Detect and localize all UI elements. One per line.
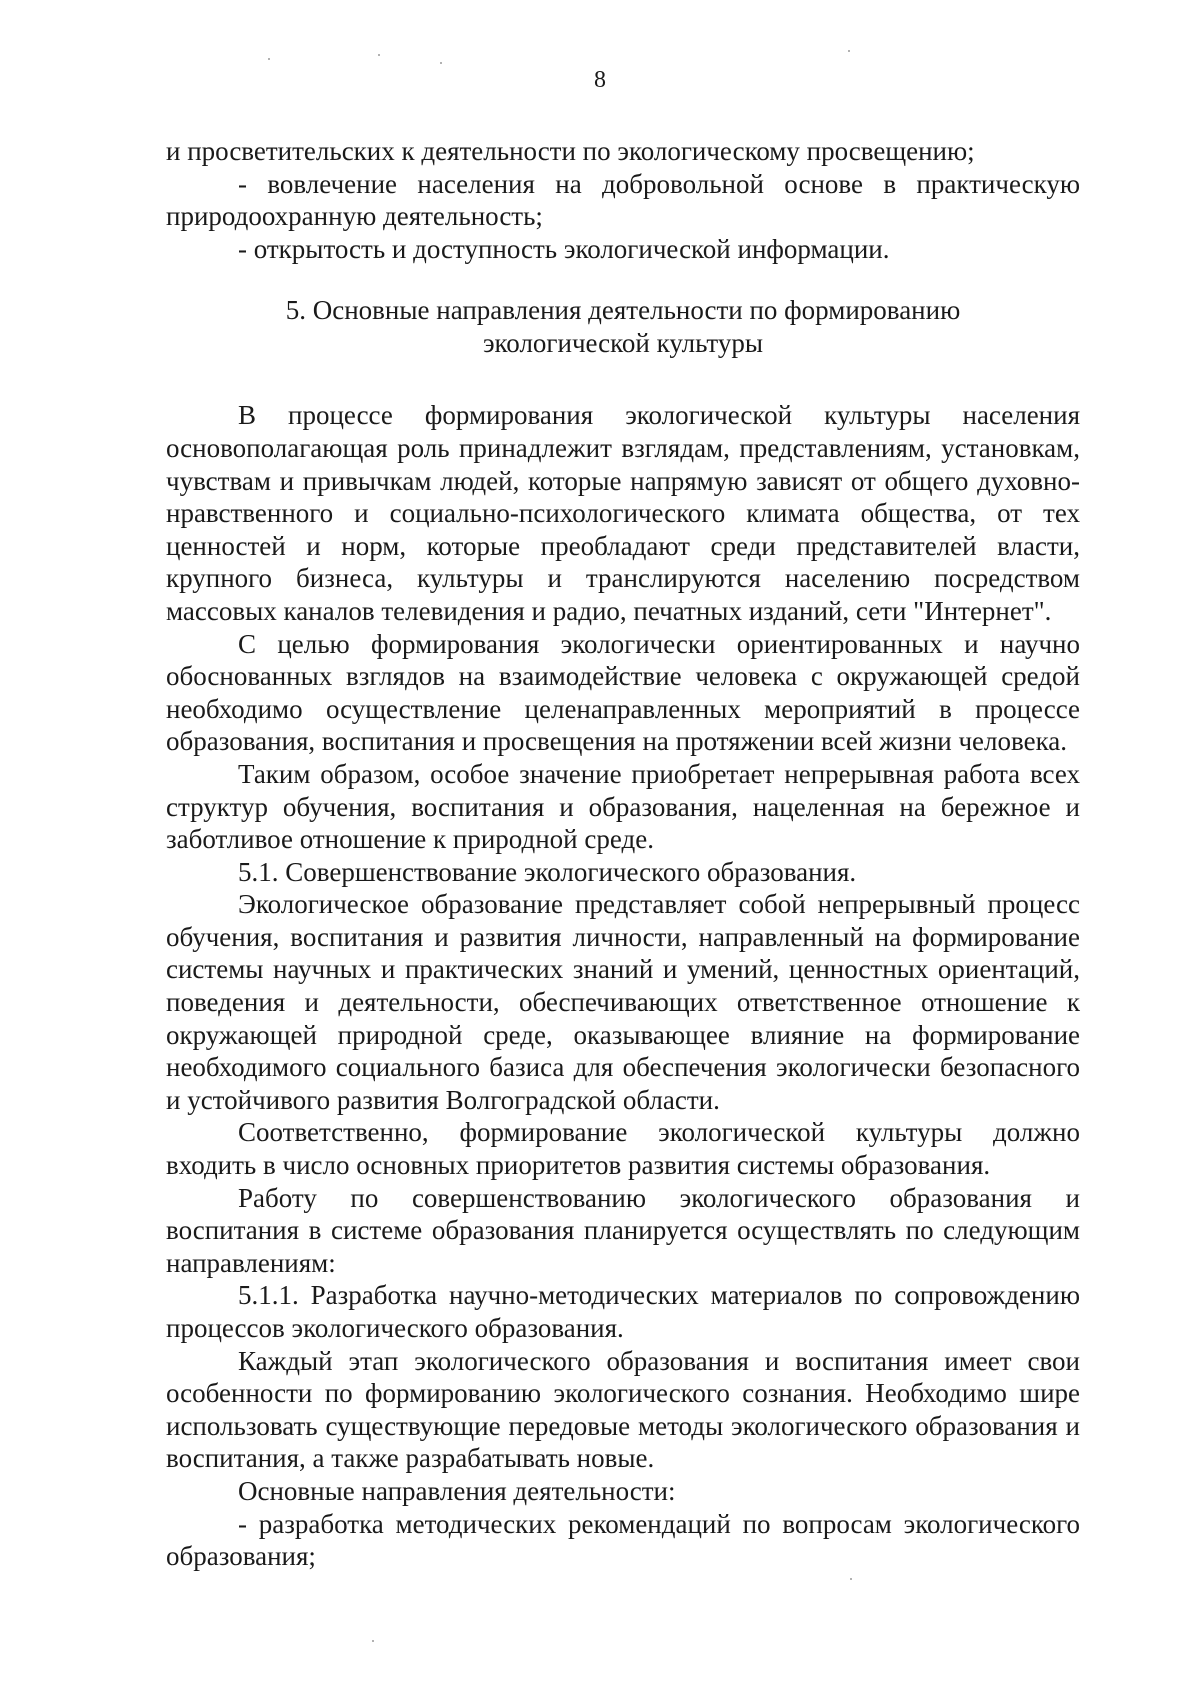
section-heading <box>166 294 1080 360</box>
paragraph: - вовлечение населения на добровольной основе в практическую природоохранную деятельность; <box>166 168 1080 232</box>
paragraph: Соответственно, формирование экологической культуры должно входить в число основных приоритетов развития системы образования. <box>166 1117 1080 1181</box>
scan-speck <box>372 1640 374 1642</box>
paragraph: Каждый этап экологического образования и воспитания имеет свои особенности по формированию экологического сознания. Необходимо шире использовать существующие передовые методы экологического образования и воспитания, а также разрабатывать новые. <box>166 1345 1080 1474</box>
paragraph: Работу по совершенствованию экологического образования и воспитания в системе образования планируется осуществлять по следующим направлениям: <box>166 1182 1080 1278</box>
paragraph: - открытость и доступность экологической информации. <box>238 233 890 264</box>
paragraph: и просветительских к деятельности по экологическому просвещению; <box>166 136 975 166</box>
document-body <box>166 135 1080 1573</box>
scan-speck <box>268 58 270 60</box>
subsection-title: 5.1.1. Разработка научно-методических материалов по сопровождению процессов экологического образования. <box>166 1280 1080 1343</box>
paragraph: Основные направления деятельности: <box>238 1475 676 1506</box>
paragraph: Таким образом, особое значение приобретает непрерывная работа всех структур обучения, воспитания и образования, нацеленная на бережное и заботливое отношение к природной среде. <box>166 758 1080 855</box>
paragraph: С целью формирования экологически ориентированных и научно обоснованных взглядов на взаимодействие человека с окружающей средой необходимо осуществление целенаправленных мероприятий в процессе образования, воспитания и просвещения на протяжении всей жизни человека. <box>166 628 1080 757</box>
scan-speck <box>378 54 380 56</box>
subsection-title: 5.1. Совершенствование экологического образования. <box>238 856 857 887</box>
section-heading-line: экологической культуры <box>482 328 764 359</box>
scan-speck <box>850 1578 852 1580</box>
scan-speck <box>848 50 850 52</box>
paragraph: В процессе формирования экологической культуры населения основополагающая роль принадлежит взглядам, представлениям, установкам, чувствам и привычкам людей, которые напрямую зависят от общего духовно-нравственного и социально-психологического климата общества, от тех ценностей и норм, которые преобладают среди представителей власти, крупного бизнеса, культуры и транслируются населению посредством массовых каналов телевидения и радио, печатных изданий, сети "Интернет". <box>166 400 1080 626</box>
section-heading-line: 5. Основные направления деятельности по формированию <box>285 295 961 326</box>
page-number: 8 <box>594 67 606 93</box>
list-item: - разработка методических рекомендаций по вопросам экологического образования; <box>166 1508 1080 1572</box>
scan-speck <box>440 62 442 64</box>
paragraph: Экологическое образование представляет собой непрерывный процесс обучения, воспитания и развития личности, направленный на формирование системы научных и практических знаний и умений, ценностных ориентаций, поведения и деятельности, обеспечивающих ответственное отношение к окружающей природной среде, оказывающее влияние на формирование необходимого социального базиса для обеспечения экологически безопасного и устойчивого развития Волгоградской области. <box>166 889 1080 1115</box>
